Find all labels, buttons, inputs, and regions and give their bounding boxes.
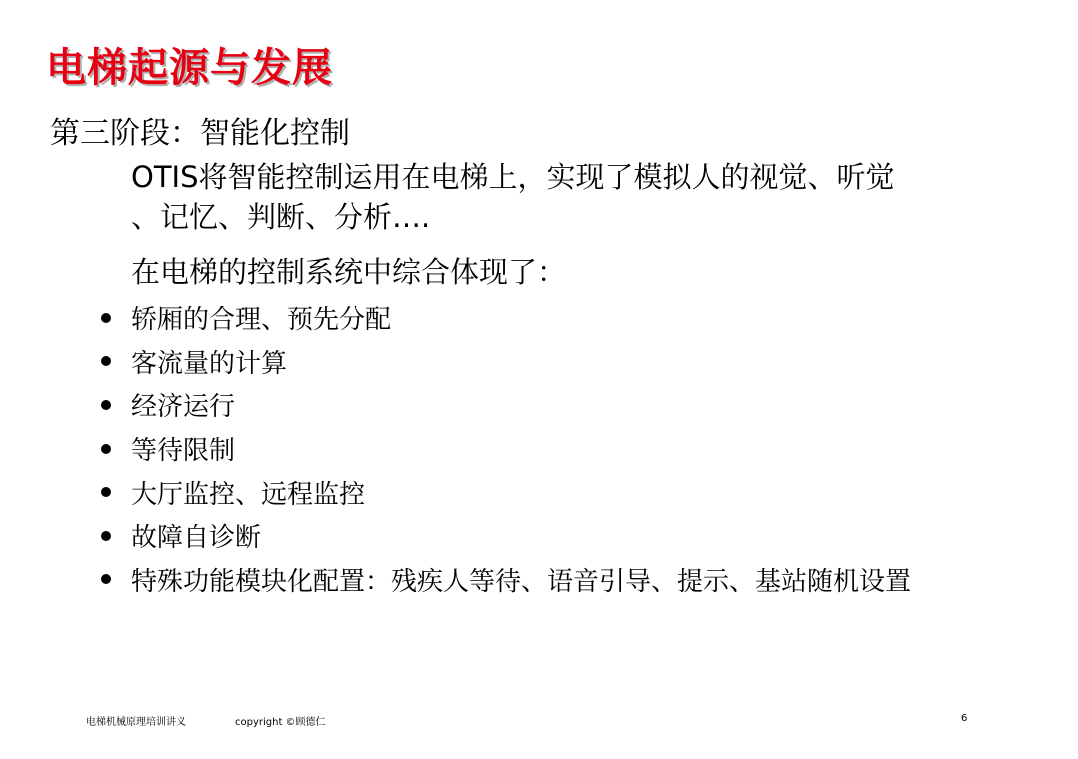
list-item-text: 客流量的计算 [131, 348, 288, 379]
intro-paragraph-line-1: OTIS将智能控制运用在电梯上，实现了模拟人的视觉、听觉 [131, 160, 895, 194]
list-item [98, 340, 911, 384]
bullet-icon [101, 313, 111, 323]
list-item [98, 296, 911, 340]
feature-list [98, 296, 911, 601]
list-item-text: 故障自诊断 [131, 523, 262, 554]
bullet-icon [101, 487, 111, 497]
page-number: 6 [961, 713, 968, 724]
list-item [98, 470, 911, 514]
intro-paragraph-line-2: 、记忆、判断、分析…. [131, 200, 431, 234]
list-item-text: 大厅监控、远程监控 [131, 479, 366, 510]
bullet-icon [101, 400, 111, 410]
bullet-icon [101, 531, 111, 541]
features-intro: 在电梯的控制系统中综合体现了： [131, 255, 567, 289]
bullet-icon [101, 356, 111, 366]
list-item-text: 经济运行 [131, 392, 236, 423]
list-item [98, 558, 911, 602]
section-heading: 第三阶段：智能化控制 [50, 116, 350, 151]
list-item [98, 427, 911, 471]
list-item [98, 383, 911, 427]
bullet-icon [101, 444, 111, 454]
footer-course-title: 电梯机械原理培训讲义 [86, 717, 186, 728]
list-item-text: 轿厢的合理、预先分配 [131, 305, 392, 336]
slide-title: 电梯起源与发展 [46, 45, 333, 91]
list-item [98, 514, 911, 558]
bullet-icon [101, 574, 111, 584]
list-item-text: 等待限制 [131, 436, 236, 467]
footer-copyright: copyright ©顾德仁 [235, 717, 326, 728]
list-item-text: 特殊功能模块化配置：残疾人等待、语音引导、提示、基站随机设置 [131, 566, 912, 597]
